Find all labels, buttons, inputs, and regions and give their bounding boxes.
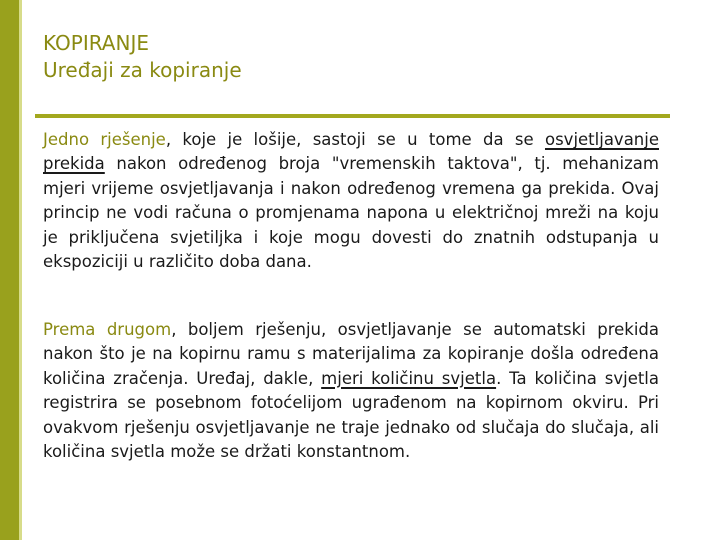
paragraph-2-underlined: mjeri količinu svjetla xyxy=(321,368,497,388)
title-line-1: KOPIRANJE xyxy=(43,31,149,55)
paragraph-2-text-a: , boljem rješenju, osvjetljavanje se automatski prekida nakon što je na kopirnu ramu s materijalima za kopiranje došla određena količina zračenja. Uređaj, dakle, xyxy=(43,320,659,388)
paragraph-1-text-b: nakon određenog broja "vremenskih taktova", tj. mehanizam mjeri vrijeme osvjetljavanja i nakon određenog vremena ga prekida. Ovaj princip ne vodi računa o promjenama napona u električnoj mreži na koju je priključena svjetiljka i koje mogu dovesti do znatnih odstupanja u ekspoziciji u različito doba dana. xyxy=(43,154,659,272)
paragraph-1-underlined-2: prekida xyxy=(43,154,105,174)
paragraph-1-text-a: , koje je lošije, sastoji se u tome da se xyxy=(165,130,545,149)
paragraph-1-underlined-1: osvjetljavanje xyxy=(544,130,659,149)
paragraph-2 xyxy=(43,318,659,464)
title-line-2: Uređaji za kopiranje xyxy=(43,58,242,82)
left-accent-line xyxy=(19,0,22,540)
title-divider xyxy=(35,114,670,118)
paragraph-1-lead: Jedno rješenje xyxy=(43,130,166,149)
left-accent-bar xyxy=(0,0,19,540)
paragraph-1 xyxy=(43,128,659,274)
slide-title xyxy=(43,30,242,84)
paragraph-2-lead: Prema drugom xyxy=(43,320,172,339)
paragraph-2-text-b: . Ta količina svjetla registrira se posebnom fotoćelijom ugrađenom na kopirnom okviru. Pri ovakvom rješenju osvjetljavanje ne traje jednako od slučaja do slučaja, ali količina svjetla može se držati konstantnom. xyxy=(43,368,660,462)
